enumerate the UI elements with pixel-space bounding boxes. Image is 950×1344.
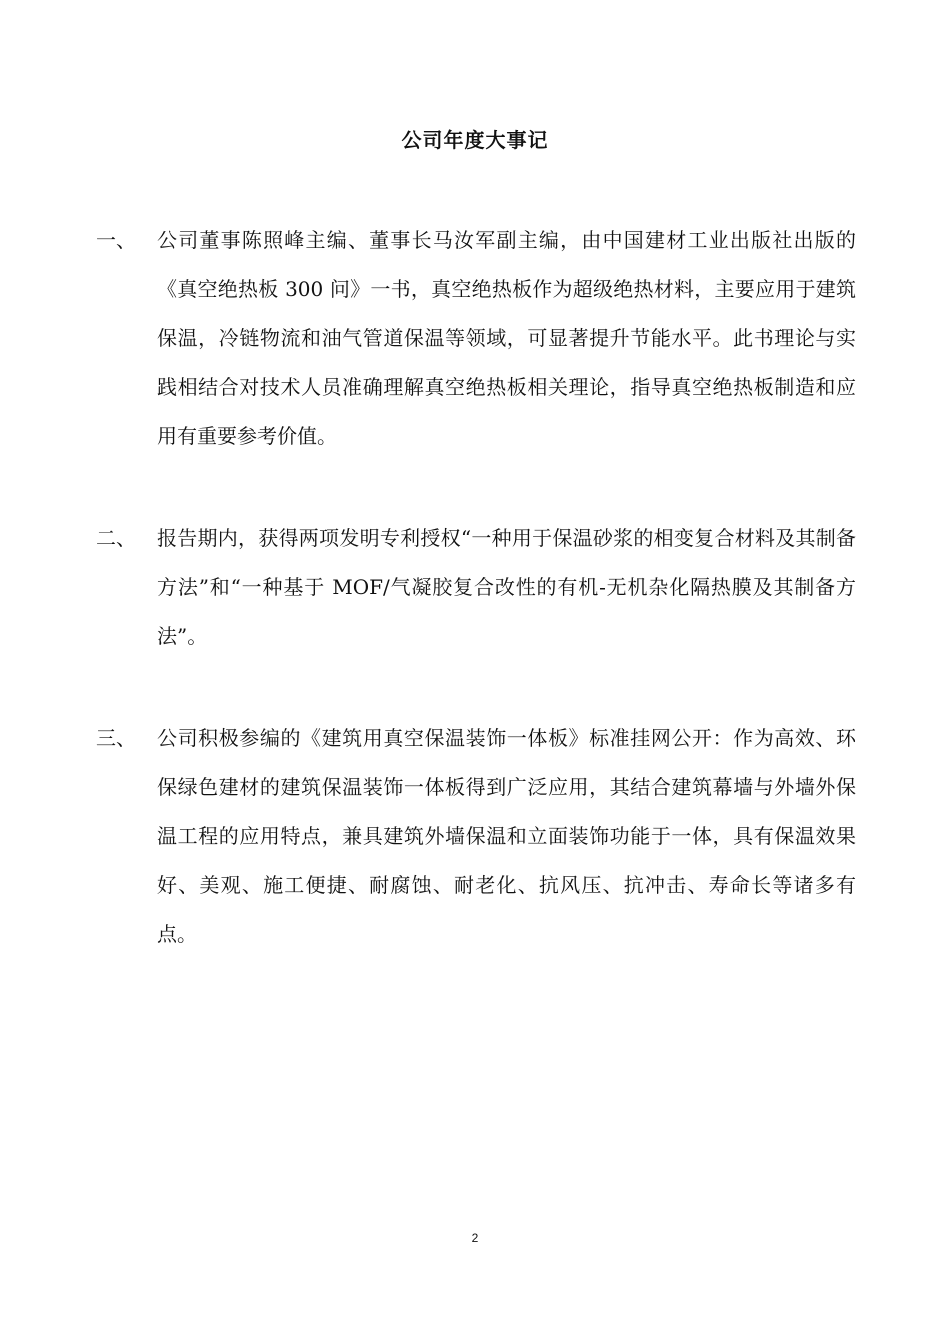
item-number: 一、: [96, 228, 136, 252]
item-text: 公司董事陈照峰主编、董事长马汝军副主编，由中国建材工业出版社出版的《真空绝热板 300 问》一书，真空绝热板作为超级绝热材料，主要应用于建筑保温，冷链物流和油气管道保温等领域，可显著提升节能水平。此书理论与实践相结合对技术人员准确理解真空绝热板相关理论，指导真空绝热板制造和应用有重要参考价值。: [157, 228, 856, 448]
item-text: 报告期内，获得两项发明专利授权“一种用于保温砂浆的相变复合材料及其制备方法”和“一种基于 MOF/气凝胶复合改性的有机-无机杂化隔热膜及其制备方法”。: [157, 526, 856, 648]
item-text: 公司积极参编的《建筑用真空保温装饰一体板》标准挂网公开：作为高效、环保绿色建材的建筑保温装饰一体板得到广泛应用，其结合建筑幕墙与外墙外保温工程的应用特点，兼具建筑外墙保温和立面装饰功能于一体，具有保温效果好、美观、施工便捷、耐腐蚀、耐老化、抗风压、抗冲击、寿命长等诸多有点。: [157, 726, 856, 946]
page-number: 2: [471, 1231, 479, 1245]
item-number: 二、: [96, 526, 136, 550]
item-number: 三、: [96, 726, 136, 750]
page-title: 公司年度大事记: [401, 128, 549, 152]
